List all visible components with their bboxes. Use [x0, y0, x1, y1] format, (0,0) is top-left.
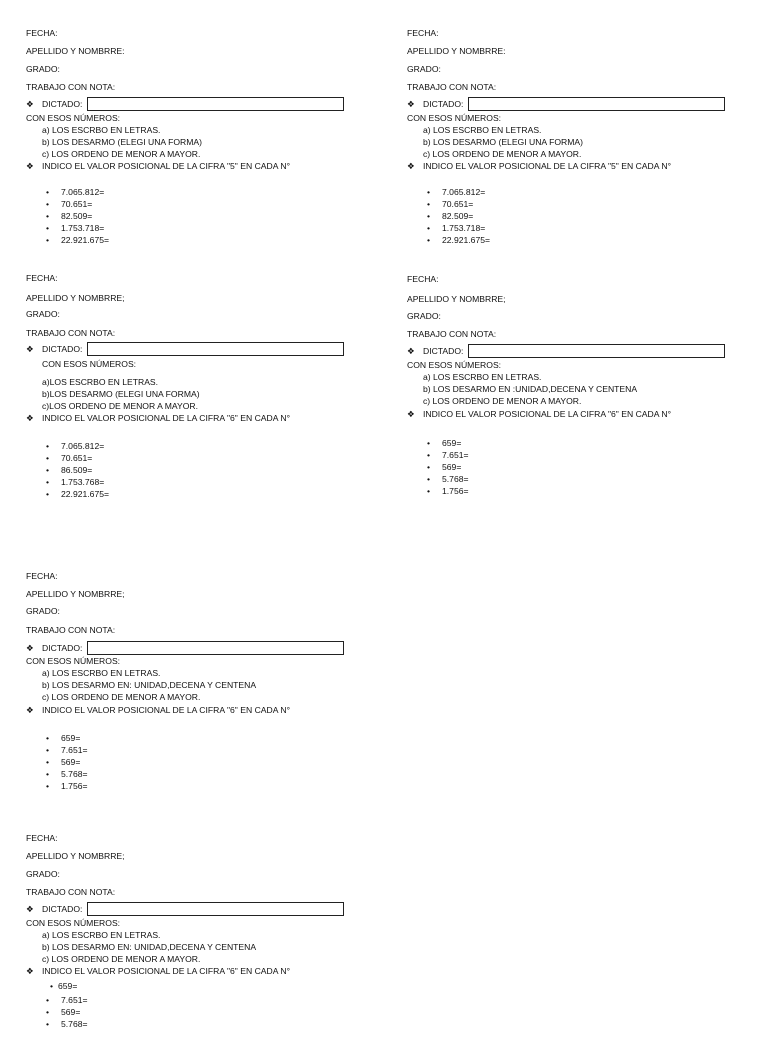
worksheet	[407, 273, 747, 503]
bullet-icon: •	[46, 489, 50, 499]
trabajo-label: TRABAJO CON NOTA:	[26, 82, 116, 92]
diamond-bullet-icon: ❖	[26, 966, 34, 976]
number-value: 22.921.675=	[61, 489, 110, 499]
dictado-label: DICTADO:	[423, 99, 464, 109]
bullet-icon: •	[46, 995, 50, 1005]
con-esos-numeros-label: CON ESOS NÚMEROS:	[407, 360, 502, 370]
trabajo-label: TRABAJO CON NOTA:	[26, 887, 116, 897]
bullet-icon: •	[46, 223, 50, 233]
grado-label: GRADO:	[26, 869, 60, 879]
bullet-icon: •	[427, 223, 431, 233]
number-value: 5.768=	[61, 769, 88, 779]
fecha-label: FECHA:	[26, 28, 58, 38]
diamond-bullet-icon: ❖	[407, 99, 415, 109]
instruction-item: b) LOS DESARMO (ELEGI UNA FORMA)	[42, 137, 202, 147]
con-esos-numeros-label: CON ESOS NÚMEROS:	[26, 656, 121, 666]
apellido-label: APELLIDO Y NOMBRRE;	[26, 589, 125, 599]
number-value: 7.651=	[61, 995, 88, 1005]
fecha-label: FECHA:	[26, 833, 58, 843]
number-value: 7.065.812=	[61, 187, 105, 197]
instruction-item: c) LOS ORDENO DE MENOR A MAYOR.	[42, 149, 201, 159]
instruction-item: a) LOS ESCRBO EN LETRAS.	[423, 372, 542, 382]
apellido-label: APELLIDO Y NOMBRRE:	[407, 46, 506, 56]
instruction-item: a) LOS ESCRBO EN LETRAS.	[42, 668, 161, 678]
diamond-bullet-icon: ❖	[26, 643, 34, 653]
bullet-icon: •	[46, 733, 50, 743]
grado-label: GRADO:	[407, 311, 441, 321]
bullet-icon: •	[46, 1019, 50, 1029]
indico-instruction: INDICO EL VALOR POSICIONAL DE LA CIFRA "6" EN CADA N°	[42, 413, 290, 423]
number-value: 1.753.768=	[61, 477, 105, 487]
dictado-row	[407, 344, 747, 358]
number-value: 1.756=	[442, 486, 469, 496]
instruction-item: a) LOS ESCRBO EN LETRAS.	[423, 125, 542, 135]
number-value: 5.768=	[61, 1019, 88, 1029]
indico-instruction: INDICO EL VALOR POSICIONAL DE LA CIFRA "5" EN CADA N°	[42, 161, 290, 171]
grado-label: GRADO:	[26, 309, 60, 319]
number-value: 70.651=	[61, 199, 93, 209]
bullet-icon: •	[46, 441, 50, 451]
dictado-row	[26, 342, 366, 356]
instruction-item: c) LOS ORDENO DE MENOR A MAYOR.	[423, 149, 582, 159]
dictado-row	[26, 641, 366, 655]
trabajo-label: TRABAJO CON NOTA:	[407, 82, 497, 92]
fecha-label: FECHA:	[407, 28, 439, 38]
bullet-icon: •	[46, 769, 50, 779]
apellido-label: APELLIDO Y NOMBRRE;	[26, 293, 125, 303]
bullet-icon: •	[46, 199, 50, 209]
number-value: 1.753.718=	[61, 223, 105, 233]
number-value: 1.756=	[61, 781, 88, 791]
grado-label: GRADO:	[26, 64, 60, 74]
bullet-icon: •	[427, 187, 431, 197]
con-esos-numeros-label: CON ESOS NÚMEROS:	[407, 113, 502, 123]
number-value: 70.651=	[61, 453, 93, 463]
diamond-bullet-icon: ❖	[26, 705, 34, 715]
bullet-icon: •	[46, 211, 50, 221]
number-value: 1.753.718=	[442, 223, 486, 233]
instruction-item: c) LOS ORDENO DE MENOR A MAYOR.	[42, 954, 201, 964]
con-esos-numeros-label: CON ESOS NÚMEROS:	[26, 918, 121, 928]
bullet-icon: •	[46, 187, 50, 197]
indico-instruction: INDICO EL VALOR POSICIONAL DE LA CIFRA "6" EN CADA N°	[423, 409, 671, 419]
bullet-icon: •	[46, 757, 50, 767]
dictado-row	[26, 902, 366, 916]
number-value: 70.651=	[442, 199, 474, 209]
dictado-label: DICTADO:	[42, 344, 83, 354]
number-value: 82.509=	[442, 211, 474, 221]
dictado-input-box[interactable]	[87, 97, 344, 111]
worksheet	[26, 272, 366, 502]
bullet-icon: •	[427, 438, 431, 448]
instruction-item: b) LOS DESARMO EN :UNIDAD,DECENA Y CENTENA	[423, 384, 638, 394]
apellido-label: APELLIDO Y NOMBRRE;	[407, 294, 506, 304]
fecha-label: FECHA:	[26, 273, 58, 283]
worksheet	[407, 27, 747, 257]
dictado-row	[26, 97, 366, 111]
number-value: 22.921.675=	[442, 235, 491, 245]
dictado-row	[407, 97, 747, 111]
number-value: 659=	[58, 981, 78, 991]
dictado-input-box[interactable]	[468, 97, 725, 111]
instruction-item: a)LOS ESCRBO EN LETRAS.	[42, 377, 159, 387]
dictado-input-box[interactable]	[468, 344, 725, 358]
instruction-item: b) LOS DESARMO EN: UNIDAD,DECENA Y CENTENA	[42, 680, 257, 690]
apellido-label: APELLIDO Y NOMBRRE:	[26, 46, 125, 56]
indico-instruction: INDICO EL VALOR POSICIONAL DE LA CIFRA "6" EN CADA N°	[42, 705, 290, 715]
dictado-label: DICTADO:	[423, 346, 464, 356]
bullet-icon: •	[427, 450, 431, 460]
number-value: 7.065.812=	[442, 187, 486, 197]
diamond-bullet-icon: ❖	[407, 346, 415, 356]
dictado-label: DICTADO:	[42, 99, 83, 109]
instruction-item: c) LOS ORDENO DE MENOR A MAYOR.	[423, 396, 582, 406]
bullet-icon: •	[46, 477, 50, 487]
bullet-icon: •	[427, 486, 431, 496]
dictado-label: DICTADO:	[42, 643, 83, 653]
diamond-bullet-icon: ❖	[407, 409, 415, 419]
instruction-item: b)LOS DESARMO (ELEGI UNA FORMA)	[42, 389, 200, 399]
worksheet	[26, 27, 366, 257]
con-esos-numeros-label: CON ESOS NÚMEROS:	[42, 359, 137, 369]
bullet-icon: •	[427, 462, 431, 472]
number-value: 82.509=	[61, 211, 93, 221]
bullet-icon: •	[46, 465, 50, 475]
bullet-icon: •	[46, 1007, 50, 1017]
number-value: 86.509=	[61, 465, 93, 475]
bullet-icon: •	[46, 781, 50, 791]
indico-instruction: INDICO EL VALOR POSICIONAL DE LA CIFRA "6" EN CADA N°	[42, 966, 290, 976]
trabajo-label: TRABAJO CON NOTA:	[407, 329, 497, 339]
number-value: 659=	[442, 438, 462, 448]
bullet-icon: •	[46, 453, 50, 463]
trabajo-label: TRABAJO CON NOTA:	[26, 625, 116, 635]
fecha-label: FECHA:	[407, 274, 439, 284]
grado-label: GRADO:	[407, 64, 441, 74]
instruction-item: c) LOS ORDENO DE MENOR A MAYOR.	[42, 692, 201, 702]
instruction-item: a) LOS ESCRBO EN LETRAS.	[42, 930, 161, 940]
dictado-input-box[interactable]	[87, 342, 344, 356]
bullet-icon: •	[427, 474, 431, 484]
diamond-bullet-icon: ❖	[26, 344, 34, 354]
bullet-icon: •	[427, 199, 431, 209]
bullet-icon: •	[50, 981, 54, 991]
instruction-item: a) LOS ESCRBO EN LETRAS.	[42, 125, 161, 135]
instruction-item: c)LOS ORDENO DE MENOR A MAYOR.	[42, 401, 198, 411]
number-value: 22.921.675=	[61, 235, 110, 245]
dictado-label: DICTADO:	[42, 904, 83, 914]
number-value: 7.651=	[442, 450, 469, 460]
trabajo-label: TRABAJO CON NOTA:	[26, 328, 116, 338]
bullet-icon: •	[427, 235, 431, 245]
diamond-bullet-icon: ❖	[26, 161, 34, 171]
worksheet	[26, 570, 366, 800]
number-value: 7.651=	[61, 745, 88, 755]
fecha-label: FECHA:	[26, 571, 58, 581]
number-value: 7.065.812=	[61, 441, 105, 451]
diamond-bullet-icon: ❖	[26, 904, 34, 914]
grado-label: GRADO:	[26, 606, 60, 616]
bullet-icon: •	[427, 211, 431, 221]
number-value: 569=	[61, 757, 81, 767]
bullet-icon: •	[46, 235, 50, 245]
diamond-bullet-icon: ❖	[407, 161, 415, 171]
number-value: 569=	[61, 1007, 81, 1017]
bullet-icon: •	[46, 745, 50, 755]
number-value: 659=	[61, 733, 81, 743]
diamond-bullet-icon: ❖	[26, 99, 34, 109]
apellido-label: APELLIDO Y NOMBRRE;	[26, 851, 125, 861]
dictado-input-box[interactable]	[87, 641, 344, 655]
indico-instruction: INDICO EL VALOR POSICIONAL DE LA CIFRA "5" EN CADA N°	[423, 161, 671, 171]
instruction-item: b) LOS DESARMO (ELEGI UNA FORMA)	[423, 137, 583, 147]
diamond-bullet-icon: ❖	[26, 413, 34, 423]
worksheet	[26, 832, 366, 1062]
number-value: 569=	[442, 462, 462, 472]
dictado-input-box[interactable]	[87, 902, 344, 916]
instruction-item: b) LOS DESARMO EN: UNIDAD,DECENA Y CENTENA	[42, 942, 257, 952]
number-value: 5.768=	[442, 474, 469, 484]
con-esos-numeros-label: CON ESOS NÚMEROS:	[26, 113, 121, 123]
